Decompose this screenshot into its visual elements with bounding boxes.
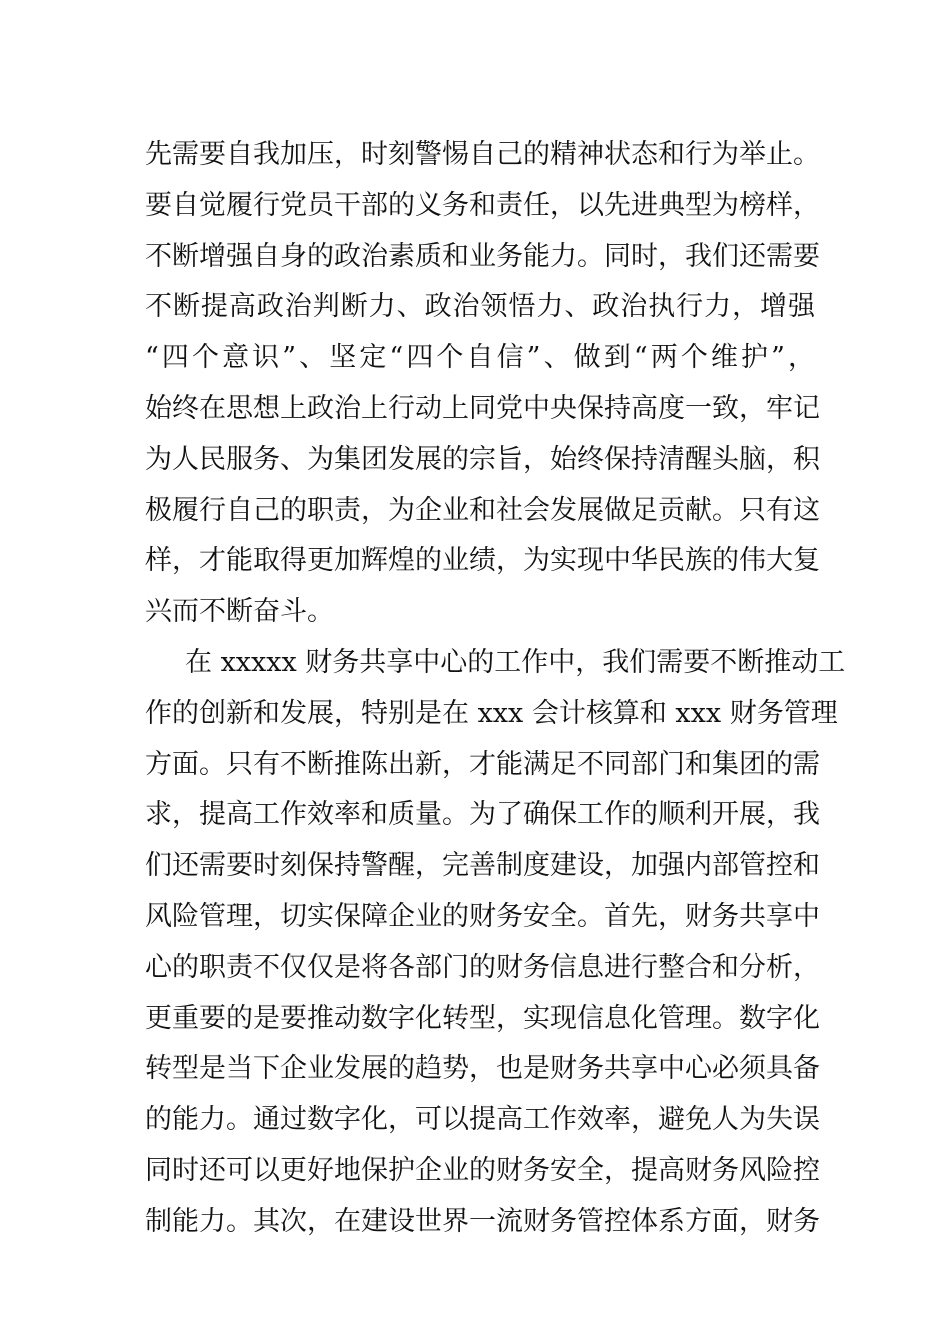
text-line: 的能力。通过数字化，可以提高工作效率，避免人为失误 (145, 1104, 820, 1136)
text-line: 先需要自我加压，时刻警惕自己的精神状态和行为举止。 (145, 139, 820, 170)
text-line: 要自觉履行党员干部的义务和责任，以先进典型为榜样， (145, 189, 820, 221)
text-line: 心的职责不仅仅是将各部门的财务信息进行整合和分析， (145, 951, 820, 983)
text-line: 作的创新和发展，特别是在 xxx 会计核算和 xxx 财务管理 (145, 697, 838, 729)
text-line: 制能力。其次，在建设世界一流财务管控体系方面，财务 (145, 1205, 820, 1237)
text-line: “四个意识”、坚定“四个自信”、做到“两个维护”， (145, 342, 815, 374)
paragraph-1 (145, 130, 820, 638)
text-line: 在 xxxxx 财务共享中心的工作中，我们需要不断推动工 (185, 646, 846, 678)
text-line: 始终在思想上政治上行动上同党中央保持高度一致，牢记 (145, 392, 820, 424)
text-line: 不断增强自身的政治素质和业务能力。同时，我们还需要 (145, 240, 820, 272)
document-body (145, 130, 846, 1248)
text-line: 更重要的是要推动数字化转型，实现信息化管理。数字化 (145, 1002, 820, 1034)
text-line: 转型是当下企业发展的趋势，也是财务共享中心必须具备 (145, 1053, 820, 1085)
paragraph-2 (145, 638, 846, 1248)
text-line: 极履行自己的职责，为企业和社会发展做足贡献。只有这 (145, 494, 820, 526)
text-line: 们还需要时刻保持警醒，完善制度建设，加强内部管控和 (145, 850, 820, 882)
text-line: 方面。只有不断推陈出新，才能满足不同部门和集团的需 (145, 748, 820, 780)
text-line: 风险管理，切实保障企业的财务安全。首先，财务共享中 (145, 900, 820, 932)
text-line: 样，才能取得更加辉煌的业绩，为实现中华民族的伟大复 (145, 545, 820, 577)
text-line: 同时还可以更好地保护企业的财务安全，提高财务风险控 (145, 1154, 820, 1186)
text-line: 不断提高政治判断力、政治领悟力、政治执行力，增强 (145, 291, 815, 323)
text-line: 兴而不断奋斗。 (145, 596, 334, 628)
text-line: 为人民服务、为集团发展的宗旨，始终保持清醒头脑，积 (145, 443, 820, 475)
text-line: 求，提高工作效率和质量。为了确保工作的顺利开展，我 (145, 799, 820, 831)
